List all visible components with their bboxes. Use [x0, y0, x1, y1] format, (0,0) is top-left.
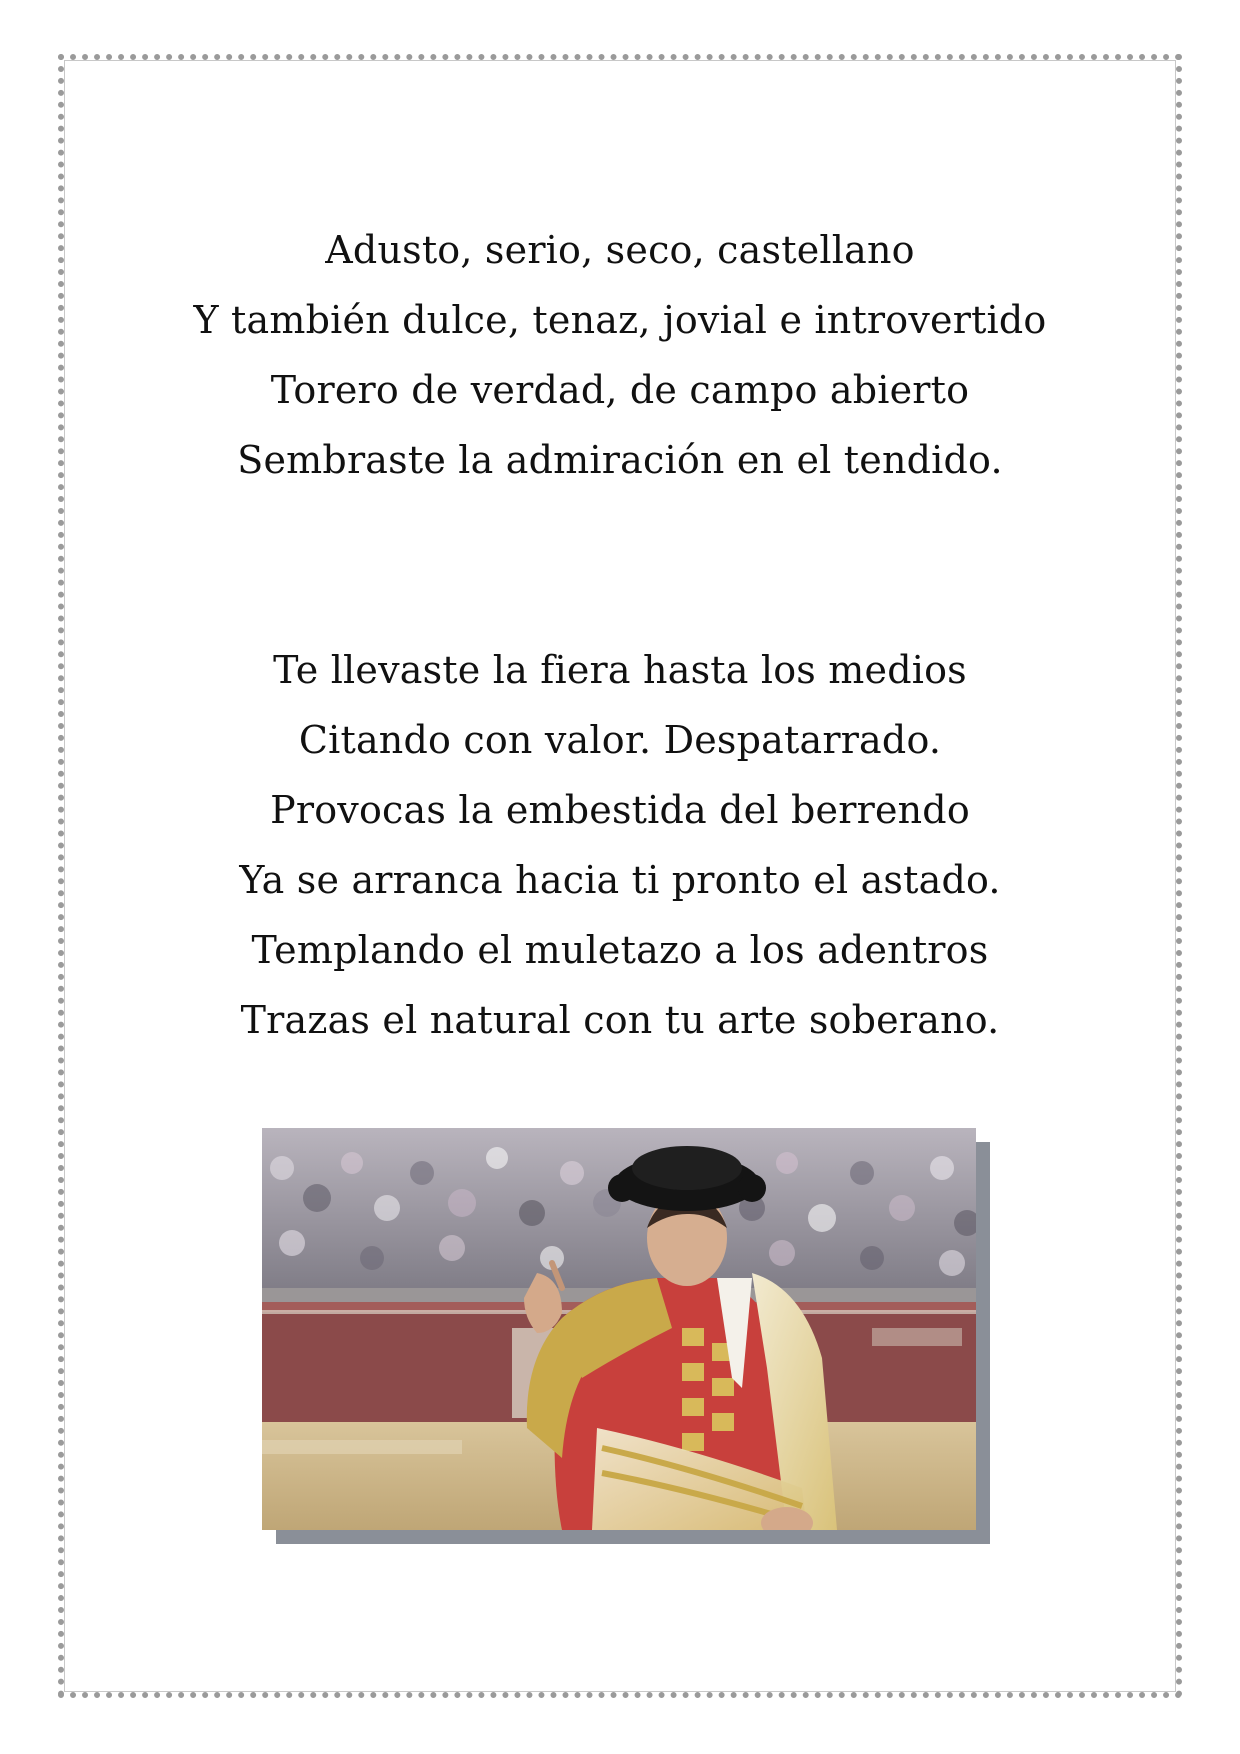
- poem-line: Sembraste la admiración en el tendido.: [237, 438, 1003, 482]
- poem-line: Templando el muletazo a los adentros: [251, 928, 989, 972]
- poem-line: Citando con valor. Despatarrado.: [298, 718, 942, 762]
- poem-line: Provocas la embestida del berrendo: [270, 788, 970, 832]
- poem-line: Ya se arranca hacia ti pronto el astado.: [239, 858, 1001, 902]
- poem-line: Te llevaste la fiera hasta los medios: [273, 648, 967, 692]
- poem-stanza-2: [100, 635, 1140, 1055]
- poem-stanza-1: [100, 215, 1140, 495]
- bullfighter-photo-frame: [262, 1128, 976, 1530]
- bullfighter-illustration: [262, 1128, 976, 1530]
- poem-line: Adusto, serio, seco, castellano: [325, 228, 915, 272]
- bullfighter-photo: [262, 1128, 976, 1530]
- poem-line: Torero de verdad, de campo abierto: [270, 368, 970, 412]
- poem-line: Y también dulce, tenaz, jovial e introvertido: [193, 298, 1047, 342]
- poem-line: Trazas el natural con tu arte soberano.: [240, 998, 1000, 1042]
